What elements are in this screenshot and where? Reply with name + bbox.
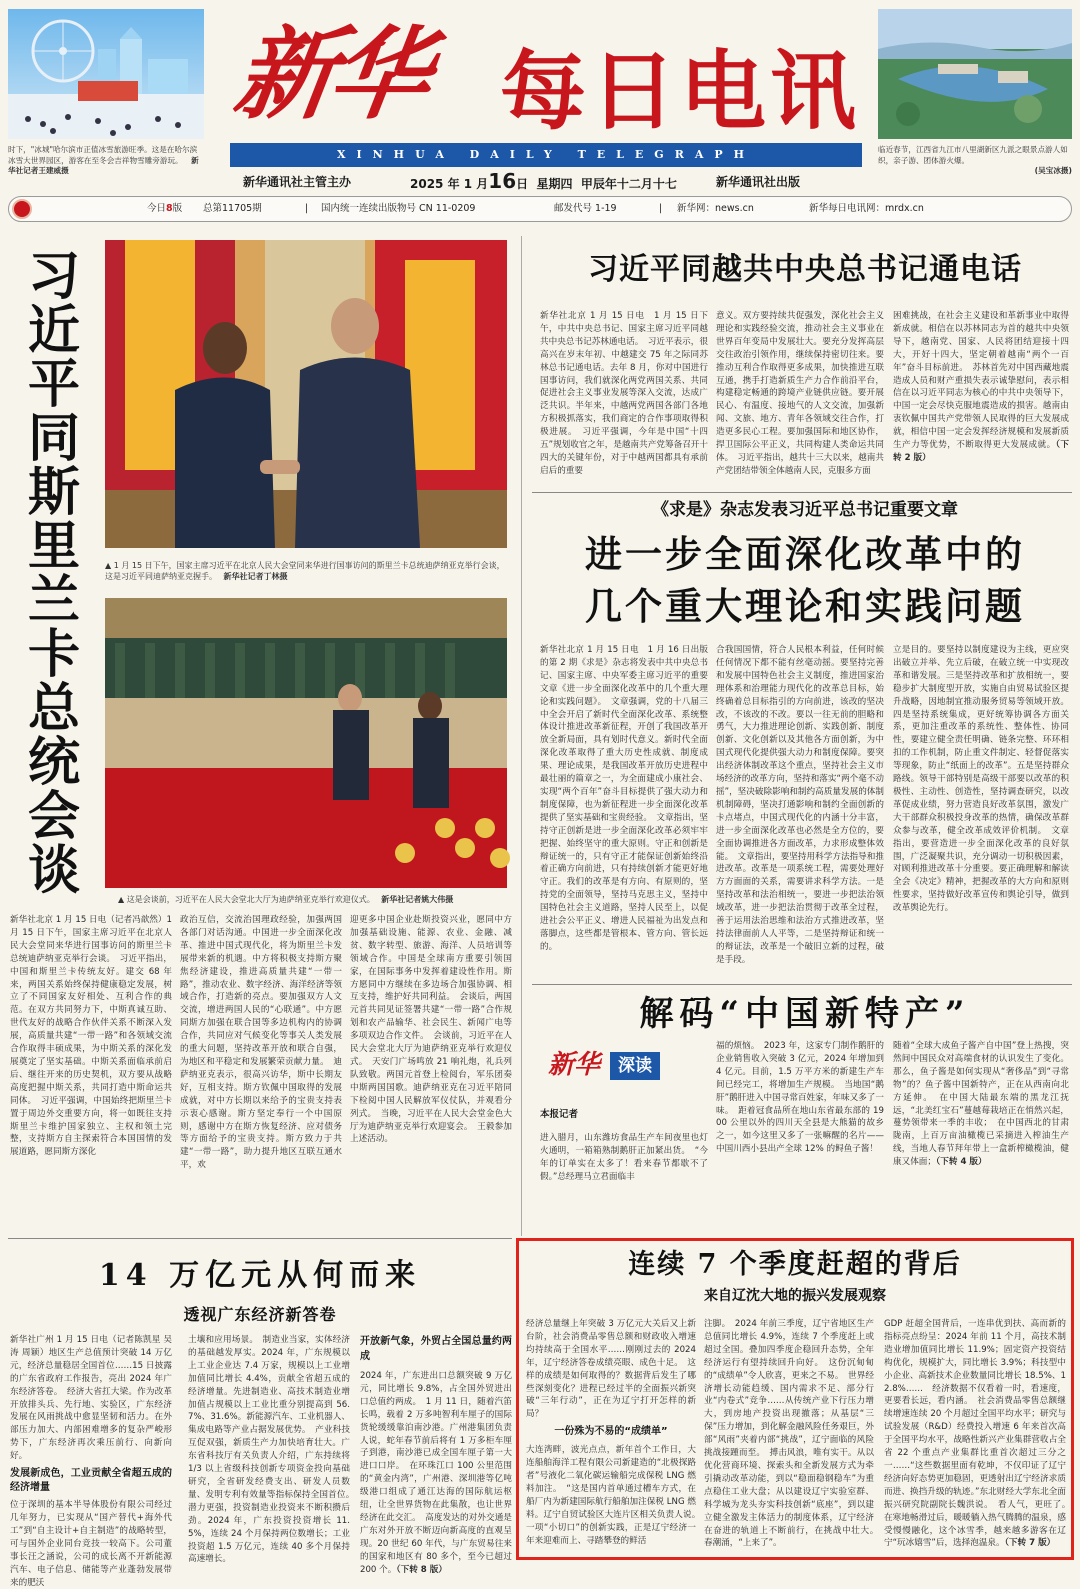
liaoning-body-col2: 注脚。 2024 年前三季度，辽宁省地区生产总值同比增长 4.9%，连续 7 个季度赶上或超过全国。叠加四季度企稳回升态势，全年经济运行有望持续回升向好。 这份沉甸甸的“成绩单”令人欣喜，更来之不易。 世界经济增长动能趋缓、国内需求不足、部分行业“内卷式”竞争……从传统产业下行压力增大，到房地产投资出现撤落；从基层“三保”压力增加，到化解金融风险任务艰巨，外部“风雨”夹着内部“挑战”，辽宁面临的风险挑战接踵而至。 搏击风浪，唯有实干。从以优化营商环境、探索头和全新发展方式为牵引撬动改革动能，到以“稳面稳钢稳车”为重点稳住工业大盘；从以建设辽宁实验室群、科学城为龙头夯实科技创新“底座”，到以建立健全激发主体活力的制度体系，辽宁经济在奋进的轨道上不断前行，在挑战中壮大。 春潮涌，“上来了”。	[704, 1319, 883, 1549]
decode-logo-word: 深读	[610, 1052, 660, 1080]
call-body-col2: 意义。双方要持续共促强发，深化社会主义理论和实践经验交流，推动社会主义事业在世界百年变局中发展壮大。要充分发挥高层交往政治引领作用，继续保持密切往来。要推动互利合作取得更多成果，加快推进互联互通，携手打造新质生产力合作前沿平台，构建稳定畅通的跨境产业链供应链。要开展民心、有温度、接地气的人文交流，加强新闻、文旅、地方、青年各领域交往合作，打造更多民心工程。要加强国际和地区协作，捍卫国际公平正义，共同构建人类命运共同体。 习近平指出，越共十三大以来，越南共产党团结带领全体越南人民，克服多方面	[716, 311, 884, 476]
lead-photo2-caption	[118, 894, 508, 905]
date-suffix: 日 星期四 甲辰年十二月十七	[516, 177, 677, 191]
guangdong-body-col3	[360, 1334, 512, 1575]
photo2-credit: 新华社记者姚大伟摄	[381, 895, 454, 904]
decode-logo-script: 新华	[548, 1050, 601, 1080]
decode-reporter: 本报记者	[540, 1109, 579, 1120]
guangdong-subhead-2: 开放新气象，外贸占全国总量约两成	[360, 1336, 512, 1362]
masthead-latin: XINHUA DAILY TELEGRAPH	[336, 148, 756, 161]
infobar-pages-num: 8	[166, 203, 173, 214]
right-caption-text: 临近春节，江西省九江市八里湖新区九派之眼景点游人如织，亲子游、团体游火爆。	[878, 145, 1068, 165]
guangdong-body-col2: 土壤和应用场景。 制造业当家，实体经济的基础越发厚实。2024 年，广东规模以上工业企业达 7.4 万家，规模以上工业增加值同比增长 4.4%，贡献全省超五成的经济增量。先进制造业、高技术制造业增加值占规模以上工业比重分别提高到 56.7%、31.6%。新能源汽车、工业机器人、集成电路等产业占据发展优势。 产业科技互促双强，新质生产力加快培育壮大。广东省科技厅有关负责人介绍，广东持续将 1/3 以上省级科技创新专项资金投向基础研究，全省研发经费支出、研发人员数量、发明专利有效量等指标保持全国首位。 潜力更强，投资制造业投资来不断积攒后劲。2024 年，广东投资投资增长 11.5%，连续 24 个月保持两位数增长；工业投资超 1.5 万亿元，连续 40 多个月保持高速增长。	[188, 1335, 359, 1565]
call-title: 习近平同越共中央总书记通电话	[588, 252, 1022, 287]
date-day: 16	[488, 169, 517, 193]
lead-vertical-title: 习近平同斯里兰卡总统会谈	[27, 246, 80, 901]
qiushi-kicker: 《求是》杂志发表习近平总书记重要文章	[652, 500, 958, 520]
infobar-sep-1: |	[305, 203, 309, 214]
decode-jump: （下转 4 版）	[935, 1157, 987, 1168]
qiushi-divider	[532, 984, 1072, 985]
liaoning-body-col3	[884, 1318, 1075, 1554]
liaoning-subtitle: 来自辽沈大地的振兴发展观察	[704, 1288, 886, 1304]
decode-body3-text: 随着“全球大成鱼子酱产自中国”登上热搜，突然间中国民众对高端食材的认识发生了变化。那么，鱼子酱是如何实现从“奢侈品”到“寻常物”的？鱼子酱中国新特产，正在从西南向北方延伸。 在中国大陆最东端的黑龙江抚远，“北美红宝石”蔓越莓栽培正在悄然兴起，蔓势领带来一季的丰收； 在中国西北的甘肃陇南，上百万亩油橄榄已采摘进入榨油生产线，当地人春节拜年带上一盒新榨橄榄油，健康又体面；	[893, 1041, 1069, 1168]
liaoning-body1b-text: 大连湾畔，波光点点，新年首个工作日，大连船舶海洋工程有限公司新建造的“北极探路者”号液化二氧化碳运输船完成保税 LNG 燃料加注。 “这是国内首单通过槽车方式，在船厂内为新建国际航行船舶加注保税 LNG 燃料。辽宁自贸试验区大连片区相关负责人说。 一项“小切口”的创新实践，正是辽宁经济一年来迎难而上、寻踏攀登的鲜活	[526, 1445, 705, 1546]
masthead-date	[410, 170, 710, 195]
decode-body-col3	[893, 1040, 1069, 1224]
call-jump: （下转 2 版）	[893, 440, 1069, 463]
liaoning-subhead-1: 一份殊为不易的“成绩单”	[554, 1426, 668, 1438]
qiushi-body-col3: 立是目的。要坚持以制度建设为主线，更应突出破立并举、先立后破，在破立统一中实现改革和谐发展。三是坚持改革和扩放相统一，要稳步扩大制度型开放，实施自由贸易试验区提升战略，因地制宜推动服务贸易等领域开放。四是坚持系统集成，更好统筹协调各方面关系，更加注重改革的系统性、整体性、协同性，要建立健全责任明确、链条完整、环环相扣的工作机制，防止重文件制定、轻督促落实等现象，防止“纸面上的改革”。五是坚持群众路线。领导干部特别是高级干部要以改革的积极性、主动性、创造性，坚持调查研究，以改革促成业绩，努力营造良好改革氛围，激发广大干部群众积极投身改革的热情，确保改革群众参与改革，健全改革成效评价机制。 文章指出，要营造进一步全面深化改革的良好氛围，广泛凝聚共识，充分调动一切积极因素，对顾利推进改革十分重要。要正确理解和解读全会《决定》精神，把握改革的大方向和原则性要求，坚持做好改革宣传和舆论引导，做到改革舆论先行。	[893, 645, 1069, 914]
lead-divider	[521, 236, 522, 1236]
liaoning-body-col1	[526, 1318, 705, 1554]
masthead-left-photo	[8, 9, 204, 139]
date-prefix: 2025 年 1 月	[410, 177, 489, 191]
guangdong-title: 14 万亿元从何而来	[98, 1258, 422, 1293]
lead-body-col3: 迎更多中国企业赴斯投资兴业，愿同中方加强基础设施、能源、农业、金融、减贫、数字转型、旅游、海洋、人员培训等领域合作。中国是全球南方重要引领国家，在国际事务中发挥着建设性作用。斯方愿同中方继续在多边场合加强协调、相互支持，维护好共同利益。 会谈后，两国元首共同见证签署共建“一带一路”合作规划和农产品输华、社会民生、新闻广电等多项双边合作文件。 会谈前，习近平在人民大会堂北大厅为迪萨纳亚克举行欢迎仪式。 天安门广场鸣放 21 响礼炮，礼兵列队致敬。两国元首登上检阅台，军乐团奏中斯两国国歌。迪萨纳亚克在习近平陪同下检阅中国人民解放军仪仗队，并观看分列式。 当晚，习近平在人民大会堂金色大厅为迪萨纳亚克举行欢迎宴会。 王毅参加上述活动。	[350, 915, 512, 1145]
infobar-seal-icon	[12, 199, 32, 219]
call-divider	[532, 492, 1072, 493]
infobar-issue: 总第11705期	[203, 203, 262, 214]
qiushi-title-line1: 进一步全面深化改革中的	[585, 532, 1025, 576]
left-caption-text: 时下，"冰城"哈尔滨市正值冰雪旅游旺季。这是在哈尔滨冰雪大世界园区，游客在至冬会吉祥物雪雕旁游玩。	[8, 145, 198, 165]
photo2-caption-text: ▲ 这是会谈前，习近平在人民大会堂北大厅为迪萨纳亚克举行欢迎仪式。	[118, 895, 375, 904]
lead-body-col1: 新华社北京 1 月 15 日电（记者冯歆然）1 月 15 日下午，国家主席习近平在北京人民大会堂同来华进行国事访问的斯里兰卡总统迪萨纳亚克举行会谈。 习近平指出，中国和斯里兰卡传统友好。建交 68 年来，两国关系始终保持健康稳定发展，树立了不同国家友好相处、互利合作的典范。在双方共同努力下，中斯真诚互助、世代友好的战略合作伙伴关系不断深入发展，高质量共建“一带一路”和各领域交流合作取得丰硕成果，为中斯关系的深化发展奠定了坚实基础。中斯关系面临承前启后、继往开来的历史契机，双方要从战略高度把握中斯关系，共同打造中斯命运共同体。 习近平强调，中国始终把斯里兰卡置于周边外交重要方向，将一如既往支持斯里兰卡维护国家独立、主权和领土完整，支持斯方自主探索符合本国国情的发展道路，愿同斯方深化	[10, 915, 172, 1158]
masthead-left-caption	[8, 145, 204, 177]
qiushi-title-line2: 几个重大理论和实践问题	[585, 584, 1025, 628]
masthead-sponsor: 新华通讯社主管主办	[243, 175, 352, 189]
left-caption-credit: 新华社记者王建威摄	[8, 155, 199, 175]
decode-body-col2: 福的烦恼。 2023 年，这家专门制作鹅肝的企业销售收入突破 3 亿元，2024 年增加到 4 亿元。目前，1.5 万平方米的新建生产车间已经完工，将增加生产规模。 当地国“鹅肝”鹅肝进入中国寻常百姓家，年味又多了一味。 距着冠食品所在地山东省最东部的 1900 公里以外的四川天全县是大熊猫的故乡之一，如今这里又多了一张嘛醒的名片——中国川西小县出产全球 12% 的鲟鱼子酱！	[716, 1041, 884, 1155]
masthead-title: 每日电讯	[500, 42, 860, 142]
lead-photo-handshake	[105, 240, 507, 548]
guangdong-body3-text: 2024 年，广东进出口总额突破 9 万亿元，同比增长 9.8%，占全国外贸进出口总值约两成。 1 月 11 日，随着汽笛长鸣，载着 2 万多吨智利车厘子的国际货轮缓缓靠泊南沙港。广州港集团负责人说，蛇年春节前后将有 1 万多柜车厘子到港，南沙港已成全国车厘子第一大进口口岸。 在环珠江口 100 公里范围的“黄金内湾”，广州港、深圳港等亿吨级港口组成了通江达海的国际航运枢纽，让全世界货物在此集散，也让世界经济在此交汇。 高度发达的对外交通是广东对外开放不断迈向新高度的直观呈现。20 世纪 60 年代，与广东贸易往来的国家和地区有 80 多个，至今已超过 200 个。	[360, 1371, 512, 1575]
masthead-publisher: 新华通讯社出版	[716, 175, 801, 189]
lead-photo1-caption	[105, 560, 507, 582]
infobar-pages	[147, 197, 182, 221]
infobar	[8, 196, 1072, 222]
call-body3-text: 困难挑战，在社会主义建设和革新事业中取得新成就。相信在以苏林同志为首的越共中央领导下，越南党、国家、人民将团结迎接十四大，开好十四大，坚定朝着越南“两个一百年”奋斗目标前进。 苏林首先对中国西藏地震造成人员和财产重损失表示诚挚慰问，表示相信在以习近平同志为核心的中共中央领导下，中国一定会尽快克服地震造成的损害。越南由衷钦佩中国共产党带领人民取得的巨大发展成就，相信中国一定会发挥经济规模和发展新质生产力等优势，不断取得更大发展成就。	[893, 311, 1069, 451]
photo1-caption-text: ▲ 1 月 15 日下午，国家主席习近平在北京人民大会堂同来华进行国事访问的斯里兰卡总统迪萨纳亚克举行会谈，这是习近平同迪萨纳亚克握手。	[105, 561, 505, 581]
lower-divider	[8, 1238, 512, 1239]
infobar-pages-prefix: 今日	[147, 203, 167, 214]
decode-title: 解码“中国新特产”	[639, 994, 971, 1034]
right-caption-credit: (吴宝冰摄)	[1034, 166, 1072, 175]
liaoning-body3-text: GDP 赶超全国背后，一连串优到扶、高而新的指标亮点纷呈：2024 年前 11 个月，高技术制造业增加值同比增长 11.9%；固定资产投资结构优化，规模扩大，同比增长 3.9%；科技型中小企业、高新技术企业数量同比增长 18.5%、12.8%…… 经济数据不仅看着一时，看速度，更要看长远，看内涵。 社会消费品零售总额继续增速连续 20 个月超过全国平均水平；研究与试验发展（R&D）经费投入增速 6 年来首次高于全国平均水平，战略性新兴产业集群营收占全省 22 个重点产业集群比重首次超过三分之一……“这些数据里面有乾坤，不仅印证了辽宁经济向好态势更加稳固，更透射出辽宁经济求质而进、换挡升级的轨迹。”东北财经大学东北全面振兴研究院副院长魏洪说。 看人气，更旺了。 在寒地畅滑过后，暖暖躺入热气腾腾的温泉，感受慢慢融化，这个冰雪季，越来越多游客在辽宁“玩冰嬉雪”后，选择泡温泉。	[884, 1319, 1075, 1549]
masthead-logo-script: 新华	[227, 15, 433, 133]
infobar-sep-2: |	[659, 203, 663, 214]
call-body-col1: 新华社北京 1 月 15 日电 1 月 15 日下午，中共中央总书记、国家主席习近平同越共中央总书记苏林通电话。 习近平表示，很高兴在岁末年初、中越建交 75 年之际同苏林总书记通电话。去年 8 月，你对中国进行国事访问，我们就深化两党两国关系、共同促进社会主义事业发展等深入交流，达成广泛共识。半年来，中越两党两国各部门各地方积极抓落实，我们商定的合作事项取得积极进展。 习近平强调，今年是中国“十四五”规划收官之年，是越南共产党筹备召开十四大的关键年份，对于中越两国都具有承前启后的重要	[540, 311, 708, 476]
guangdong-body1-text: 新华社广州 1 月 15 日电（记者陈凯星 吴涛 周颖）地区生产总值预计突破 14 万亿元，经济总量稳居全国首位……15 日披露的广东省政府工作报告，亮出 2024 年广东经济答卷。 经济大省扛大梁。作为改革开放排头兵、先行地、实验区，广东经济发展在风雨挑战中愈显坚韧和活力。在外部压力加大、内部困难增多的复杂严峻形势下，广东经济再次乘压前行、向新向好。	[10, 1335, 172, 1462]
lead-photo-ceremony	[105, 598, 507, 888]
guangdong-subhead-1: 发展新成色，工业贡献全省超五成的经济增量	[10, 1468, 172, 1494]
infobar-site-mrdx[interactable]: 新华每日电讯网：mrdx.cn	[809, 203, 924, 214]
liaoning-jump: （下转 7 版）	[1004, 1538, 1056, 1549]
call-body-col3	[893, 310, 1069, 490]
lead-body-col2: 政治互信，交流治国理政经验，加强两国各部门对话沟通。中国进一步全面深化改革、推进中国式现代化，将为斯里兰卡发展带来新的机遇。中方将积极支持斯方聚焦经济建设，推进高质量共建“一带一路”，推动农业、数字经济、海洋经济等领域合作，打造新的亮点。要加强双方人文交流，增进两国人民的“心联通”。中方愿同斯方加强在联合国等多边机构内的协调合作，共同应对气候变化等事关人类发展的重大问题，坚持改革开放和联合自强，为地区和平稳定和发展繁荣贡献力量。 迪萨纳亚克表示，很高兴访华，斯中长期友好，互相支持。斯方钦佩中国取得的发展成就，对中方长期以来给予的宝贵支持表示衷心感谢。斯方坚定奉行一个中国原则，感谢中方在斯方恢复经济、应对债务等方面给予的宝贵支持。斯方致力于共建“一带一路”，助力提升地区互联互通水平，欢	[180, 915, 342, 1171]
guangdong-jump: （下转 8 版）	[396, 1564, 447, 1575]
infobar-post: 邮发代号 1-19	[554, 203, 617, 214]
liaoning-body1-text: 经济总量继上年突破 3 万亿元大关后又上新台阶，社会消费品零售总额和财政收入增速均持续高于全国水平……刚刚过去的 2024 年，辽宁经济答卷成绩亮眼、成色十足。 这样的成绩是如何取得的？数据背后发生了哪些深刻变化？进程已经过半的全面振兴新突破“三年行动”，正在为辽宁打开怎样的新局？	[526, 1319, 696, 1420]
decode-logo	[548, 1046, 668, 1096]
infobar-pages-suffix: 版	[172, 203, 183, 214]
qiushi-body-col1: 新华社北京 1 月 15 日电 1 月 16 日出版的第 2 期《求是》杂志将发表中共中央总书记、国家主席、中央军委主席习近平的重要文章《进一步全面深化改革中的几个重大理论和实践问题》。 文章强调，党的十八届三中全会开启了新时代全面深化改革、系统整体设计推进改革新征程，开创了我国改革开放全新局面，具有划时代意义。新时代全面深化改革取得了重大历史性成就、制度成果、理论成果，是我国改革开放历史进程中最壮丽的篇章之一，为全面建成小康社会、实现“两个百年”奋斗目标提供了强大动力和制度保障，也为新征程进一步全面深化改革提供了坚实基础和宝贵经验。 文章指出，坚持守正创新是进一步全面深化改革必须牢牢把握、始终坚守的重大原则。守正和创新是辩证统一的，只有守正才能保证创新始终沿着正确方向前进，只有持续创新才能更好地守正。我们的改革是有方向、有原则的，坚持党的全面领导，坚持马克思主义，坚持中国特色社会主义道路，坚持人民至上，以促进社会公平正义、增进人民福祉为出发点和落脚点，这些都是管根本、管方向、管长远的。	[540, 645, 708, 952]
guangdong-body-col1	[10, 1334, 172, 1588]
infobar-cn: 国内统一连续出版物号 CN 11-0209	[321, 203, 476, 214]
qiushi-body-col2: 合我国国情，符合人民根本利益，任何时候任何情况下都不能有丝毫动摇。要坚持完善和发展中国特色社会主义制度，推进国家治理体系和治理能力现代化的改革总目标，始终确着总目标指引的方向前进，该改的坚决改，不该改的不改。要以一往无前的胆略和勇气，大力推进理论创新、实践创新、制度创新、文化创新以及其他各方面创新，为中国式现代化提供强大动力和制度保障。要突出经济体制改革这个重点，坚持社会主义市场经济的改革方向，坚持和落实“两个毫不动摇”，坚决破除影响和制约高质量发展的体制机制障碍，坚决打通影响和制约全面创新的卡点堵点，中国式现代化的内涵十分丰富，进一步全面深化改革也必然是全方位的，要全面协调推进各方面改革，力求形成整体效能。 文章指出，要坚持用科学方法指导和推进改革。改革是一项系统工程，需要处理好方方面面的关系，需要讲求科学方法。一是坚持改革和法治相统一，要进一步把法治领域改革，进一步把法治贯彻于改革全过程，善于运用法治思维和法治方式推进改革，坚持法律面前人人平等，二是坚持辩证和统一的辩证法，改革是一个破旧立新的过程，破是手段。	[716, 645, 884, 965]
guangdong-subtitle: 透视广东经济新答卷	[183, 1305, 337, 1324]
infobar-site-news[interactable]: 新华网：news.cn	[677, 203, 754, 214]
masthead-right-caption	[878, 145, 1072, 177]
guangdong-body1b-text: 位于深圳的基本半导体股份有限公司经过几年努力，已实现从“国产替代+海外代工”到“自主设计+自主制造”的战略转型，可与国外企业同台竞技一较高下。公司董事长汪之涵说，公司的成长离不开新能源汽车、电子信息、储能等产业蓬勃发展带来的肥沃	[10, 1500, 172, 1588]
decode-body-col1: 进入腊月，山东潍坊食品生产车间夜里也灯火通明，一箱箱熟制鹅肝正加紧出货。 “今年的订单实在太多了！看来春节都歇不了假。”总经理马立君面临丰	[540, 1133, 708, 1182]
liaoning-title: 连续 7 个季度赶超的背后	[628, 1249, 962, 1280]
photo1-credit: 新华社记者丁林摄	[223, 572, 288, 581]
masthead-right-photo	[878, 9, 1072, 139]
